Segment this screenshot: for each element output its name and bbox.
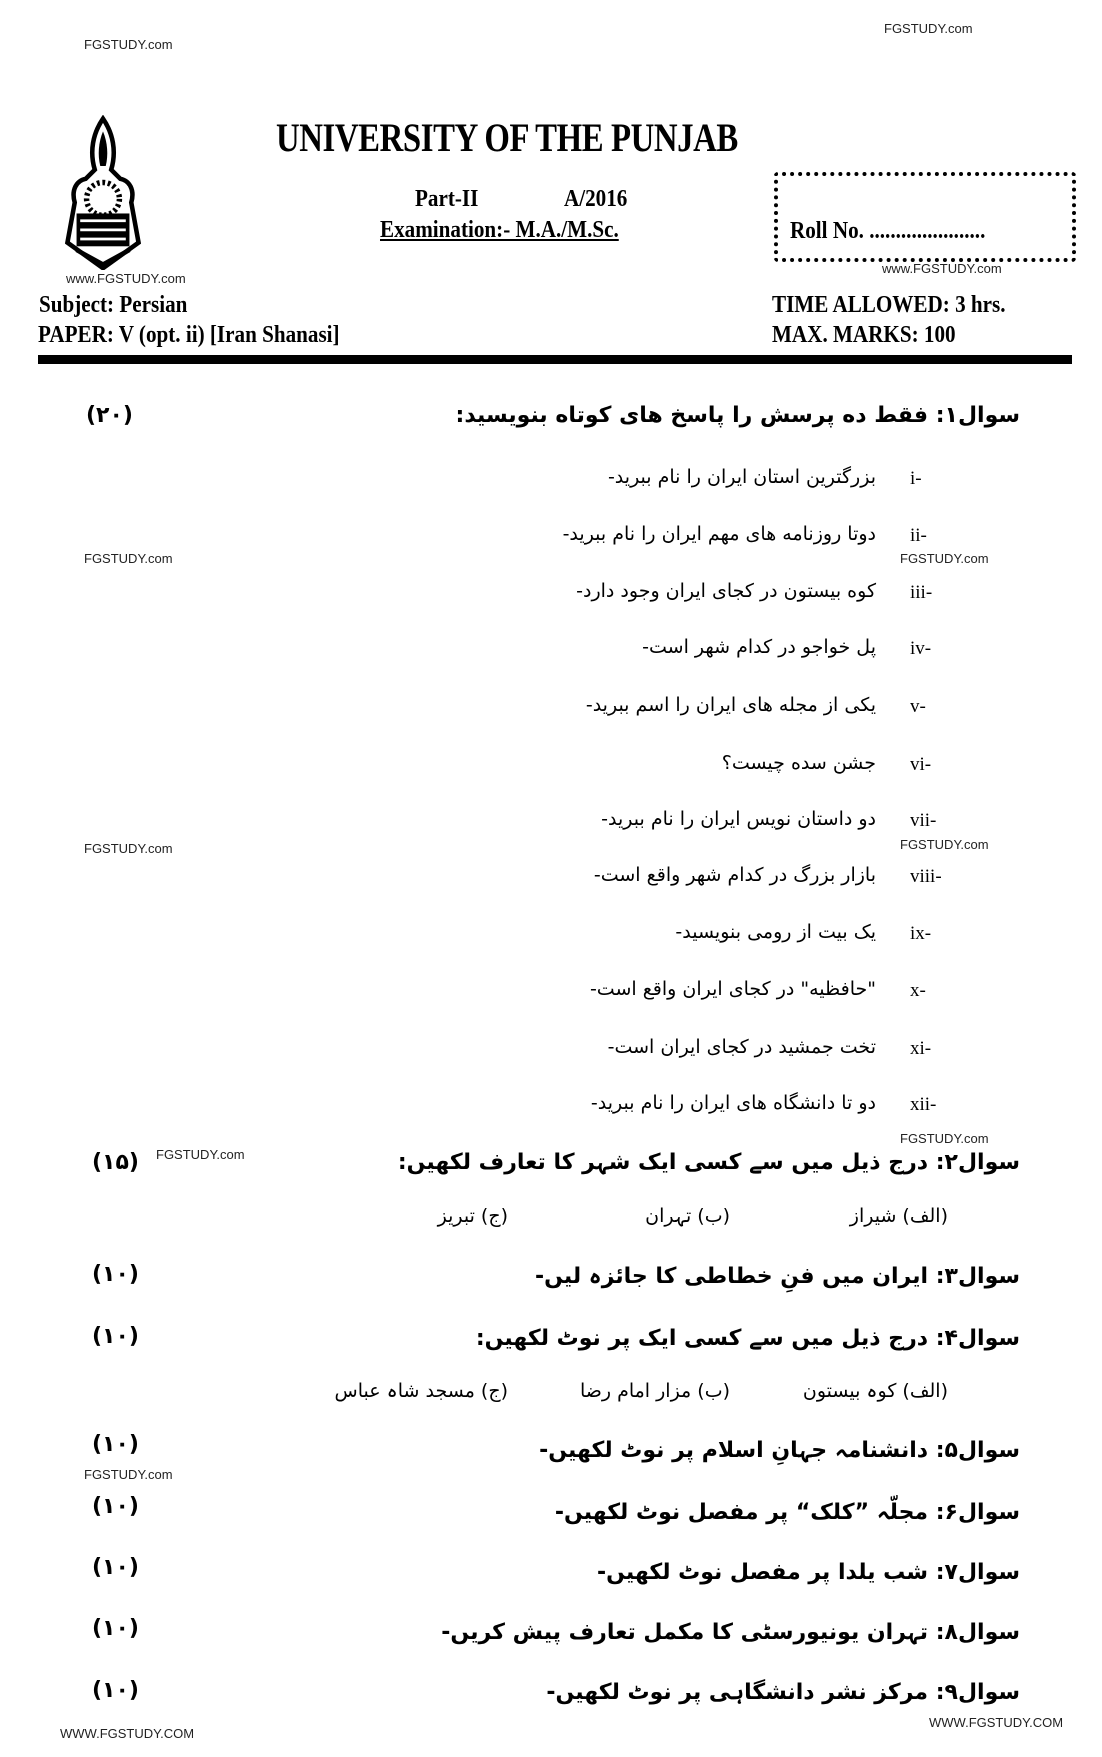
- question-1-item-number: viii-: [910, 866, 942, 887]
- paper-label: PAPER: V (opt. ii) [Iran Shanasi]: [38, 322, 340, 348]
- university-crest-logo: [44, 115, 162, 270]
- question-6-marks: (۱۰): [92, 1494, 139, 1519]
- question-1-item-number: xii-: [910, 1094, 937, 1115]
- question-1-item-number: ii-: [910, 525, 927, 546]
- question-7-title: سوال۷: شب یلدا پر مفصل نوٹ لکھیں-: [596, 1560, 1020, 1585]
- watermark: FGSTUDY.com: [84, 841, 173, 856]
- question-1-item-number: v-: [910, 696, 926, 717]
- question-8-title: سوال۸: تہران یونیورسٹی کا مکمل تعارف پیش کریں-: [441, 1620, 1020, 1645]
- watermark: WWW.FGSTUDY.COM: [929, 1715, 1064, 1730]
- question-1-item-text: "حافظیه" در کجای ایران واقع است-: [589, 978, 876, 1000]
- examination-label: Examination:- M.A./M.Sc.: [380, 217, 619, 243]
- question-9-marks: (۱۰): [92, 1678, 139, 1703]
- question-1-item-number: iii-: [910, 582, 933, 603]
- watermark: FGSTUDY.com: [84, 37, 173, 52]
- question-5-title: سوال۵: دانشنامہ جہانِ اسلام پر نوٹ لکھیں-: [539, 1438, 1020, 1463]
- question-1-item-text: تخت جمشید در کجای ایران است-: [607, 1036, 876, 1058]
- watermark: FGSTUDY.com: [900, 551, 989, 566]
- watermark: FGSTUDY.com: [900, 837, 989, 852]
- question-1-item-number: ix-: [910, 923, 932, 944]
- question-1-item-text: جشن سده چیست؟: [721, 752, 876, 774]
- watermark: FGSTUDY.com: [84, 551, 173, 566]
- question-8-marks: (۱۰): [92, 1616, 139, 1641]
- max-marks: MAX. MARKS: 100: [772, 322, 956, 348]
- question-1-item-number: i-: [910, 468, 922, 489]
- question-4-option-a: (الف) کوہ بیستون: [802, 1380, 948, 1402]
- header-divider: [38, 355, 1072, 364]
- time-allowed: TIME ALLOWED: 3 hrs.: [772, 292, 1006, 318]
- question-4-title: سوال۴: درج ذیل میں سے کسی ایک پر نوٹ لکھیں:: [475, 1326, 1020, 1351]
- question-1-item-text: یک بیت از رومی بنویسید-: [675, 921, 876, 943]
- session-label: A/2016: [564, 186, 628, 212]
- question-1-item-number: x-: [910, 980, 926, 1001]
- question-1-marks: (۲۰): [86, 403, 133, 428]
- question-1-item-number: vi-: [910, 754, 932, 775]
- watermark: www.FGSTUDY.com: [66, 271, 186, 286]
- question-3-title: سوال۳: ایران میں فنِ خطاطی کا جائزہ لیں-: [534, 1264, 1020, 1289]
- question-1-item-text: دو تا دانشگاه های ایران را نام ببرید-: [590, 1092, 876, 1114]
- roll-number-field: Roll No. ......................: [790, 218, 986, 244]
- question-5-marks: (۱۰): [92, 1432, 139, 1457]
- question-1-item-text: بزرگترین استان ایران را نام ببرید-: [607, 466, 876, 488]
- question-1-item-number: iv-: [910, 638, 932, 659]
- question-2-option-b: (ب) تہران: [645, 1205, 730, 1227]
- question-2-marks: (۱۵): [92, 1150, 139, 1175]
- question-1-item-text: پل خواجو در کدام شهر است-: [642, 636, 876, 658]
- question-1-item-number: vii-: [910, 810, 937, 831]
- question-3-marks: (۱۰): [92, 1262, 139, 1287]
- part-label: Part-II: [415, 186, 479, 212]
- question-2-title: سوال۲: درج ذیل میں سے کسی ایک شہر کا تعارف لکھیں:: [397, 1150, 1020, 1175]
- question-1-item-number: xi-: [910, 1038, 932, 1059]
- watermark: FGSTUDY.com: [900, 1131, 989, 1146]
- university-title: UNIVERSITY OF THE PUNJAB: [276, 115, 738, 160]
- watermark: FGSTUDY.com: [156, 1147, 245, 1162]
- question-2-option-a: (الف) شیراز: [849, 1205, 948, 1227]
- question-4-option-b: (ب) مزار امام رضا: [579, 1380, 730, 1402]
- watermark: www.FGSTUDY.com: [882, 261, 1002, 276]
- question-1-item-text: کوه بیستون در کجای ایران وجود دارد-: [576, 580, 876, 602]
- question-1-title: سوال۱: فقط ده پرسش را پاسخ های کوتاه بنویسید:: [455, 403, 1020, 428]
- question-1-item-text: یکی از مجله های ایران را اسم ببرید-: [585, 694, 876, 716]
- watermark: FGSTUDY.com: [84, 1467, 173, 1482]
- watermark: WWW.FGSTUDY.COM: [60, 1726, 195, 1741]
- question-4-marks: (۱۰): [92, 1324, 139, 1349]
- question-9-title: سوال۹: مرکز نشر دانشگاہی پر نوٹ لکھیں-: [546, 1680, 1020, 1705]
- watermark: FGSTUDY.com: [884, 21, 973, 36]
- question-1-item-text: بازار بزرگ در کدام شهر واقع است-: [593, 864, 876, 886]
- question-1-item-text: دو داستان نویس ایران را نام ببرید-: [601, 808, 876, 830]
- question-6-title: سوال۶: مجلّہ ”کلک“ پر مفصل نوٹ لکھیں-: [554, 1500, 1020, 1525]
- question-4-option-c: (ج) مسجد شاہ عباس: [334, 1380, 508, 1402]
- subject-label: Subject: Persian: [39, 292, 188, 318]
- question-7-marks: (۱۰): [92, 1555, 139, 1580]
- roll-number-box: [774, 172, 1076, 262]
- question-2-option-c: (ج) تبریز: [437, 1205, 508, 1227]
- question-1-item-text: دوتا روزنامه های مهم ایران را نام ببرید-: [562, 523, 876, 545]
